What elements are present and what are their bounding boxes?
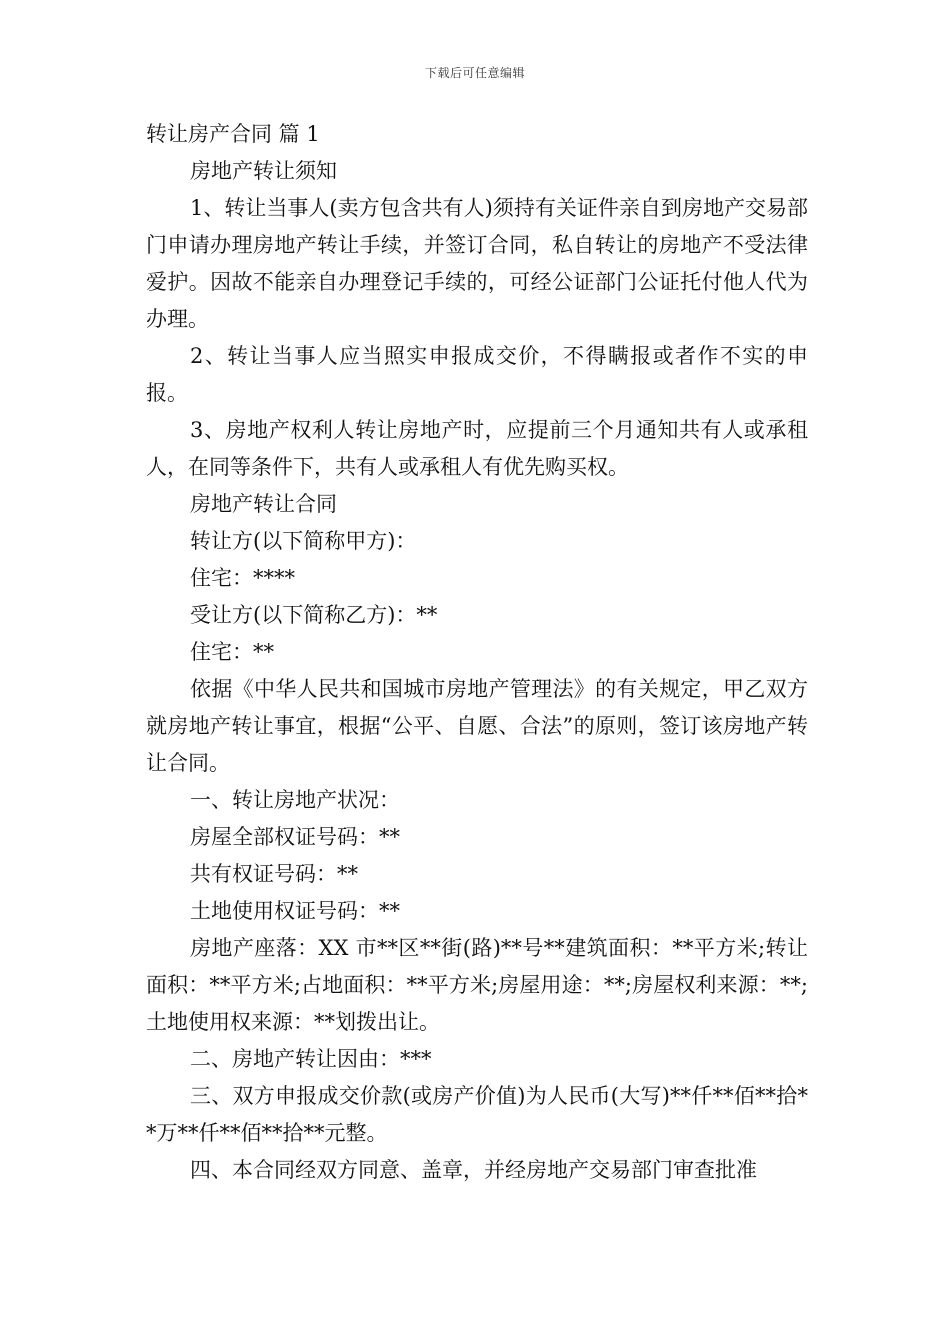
document-title: 转让房产合同 篇 1 [146,122,320,146]
document-body [146,116,808,1189]
page-header-note: 下载后可任意编辑 [424,66,525,80]
paragraph-notice-1: 1、转让当事人(卖方包含共有人)须持有关证件亲自到房地产交易部门申请办理房地产转让手续，并签订合同，私自转让的房地产不受法律爱护。因故不能亲自办理登记手续的，可经公证部门公证托付他人代为办理。 [146,196,808,331]
paragraph-transferee-address: 住宅：** [190,640,274,664]
paragraph-section-4: 四、本合同经双方同意、盖章，并经房地产交易部门审查批准 [190,1158,757,1182]
paragraph-notice-2: 2、转让当事人应当照实申报成交价，不得瞒报或者作不实的申报。 [146,344,808,405]
paragraph-ownership-cert: 房屋全部权证号码：** [190,825,400,849]
paragraph-transferee: 受让方(以下简称乙方)：** [190,603,438,627]
paragraph-section-1-heading: 一、转让房地产状况： [190,788,400,812]
paragraph-transferor-address: 住宅：**** [190,566,295,590]
paragraph-transferor: 转让方(以下简称甲方)： [190,529,417,553]
paragraph-section-3: 三、双方申报成交价款(或房产价值)为人民币(大写)**仟**佰**拾**万**仟**佰**拾**元整。 [146,1084,808,1145]
paragraph-section-2: 二、房地产转让因由：*** [190,1047,432,1071]
paragraph-land-use-cert: 土地使用权证号码：** [190,899,400,923]
paragraph-notice-heading: 房地产转让须知 [190,159,337,183]
paragraph-notice-3: 3、房地产权利人转让房地产时，应提前三个月通知共有人或承租人，在同等条件下，共有人或承租人有优先购买权。 [146,418,808,479]
paragraph-coownership-cert: 共有权证号码：** [190,862,358,886]
paragraph-contract-heading: 房地产转让合同 [190,492,337,516]
paragraph-preamble: 依据《中华人民共和国城市房地产管理法》的有关规定，甲乙双方就房地产转让事宜，根据“公平、自愿、合法”的原则，签订该房地产转让合同。 [146,677,808,775]
paragraph-property-location: 房地产座落：XX 市**区**街(路)**号**建筑面积：**平方米;转让面积：**平方米;占地面积：**平方米;房屋用途：**;房屋权利来源：**;土地使用权来源：**划拨出让。 [146,936,808,1034]
